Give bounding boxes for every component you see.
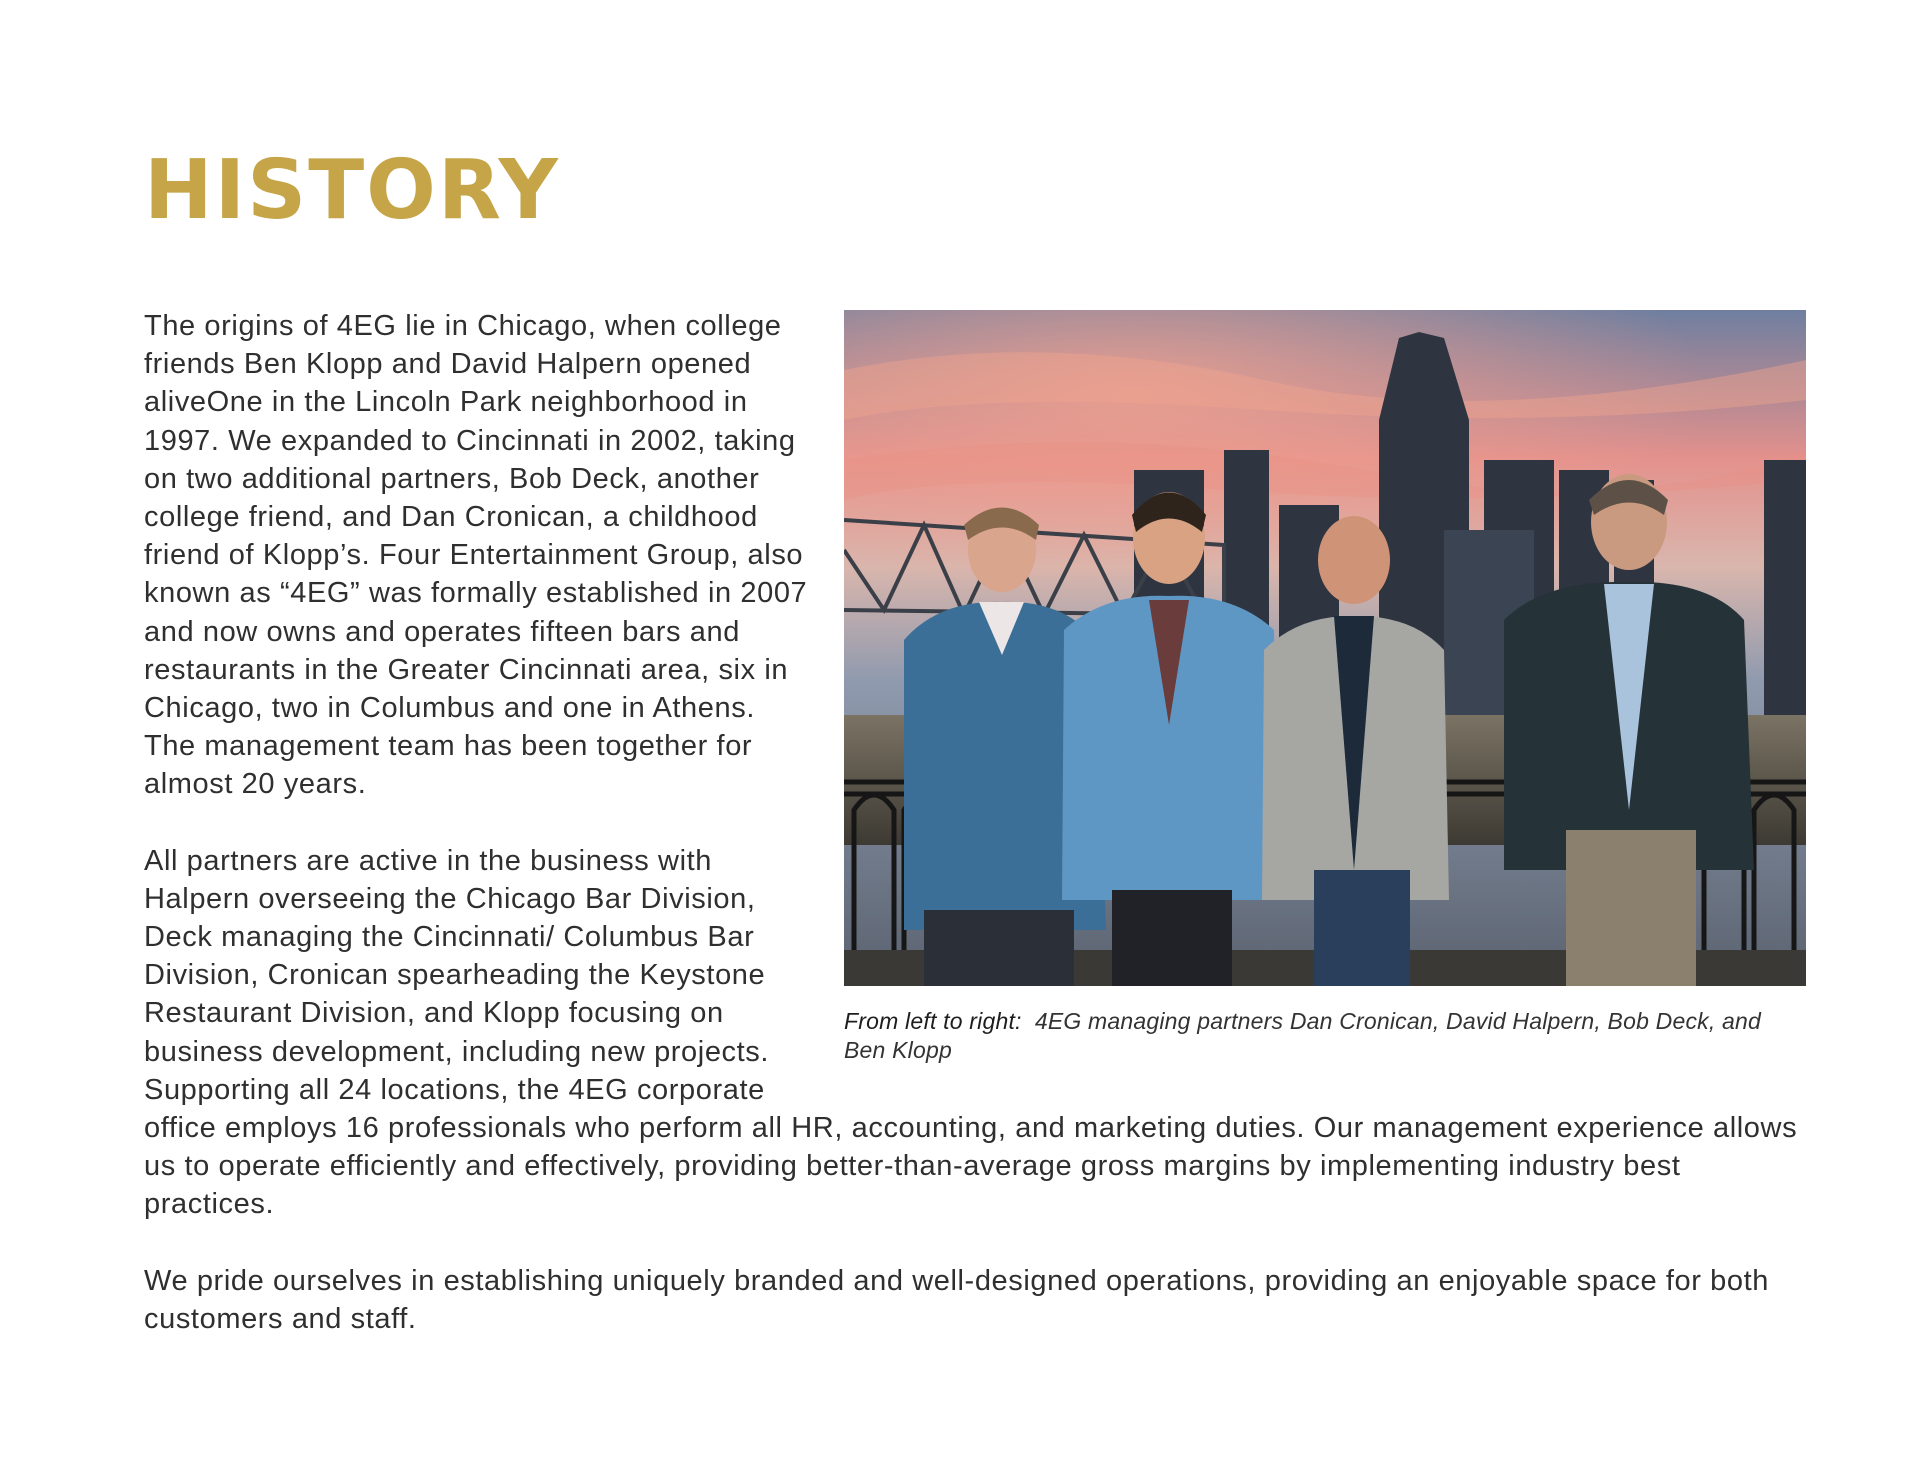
page-title: HISTORY [144, 143, 560, 238]
paragraph-partners: All partners are active in the business with Halpern overseeing the Chicago Bar Division, Deck managing the Cincinnati/ Columbus Bar Division, Cronican spearheading the Keystone Restaurant Division, and Klopp focusing on business development, including new projects. Supporting all 24 locations, the 4EG corporate office employs 16 professionals who perform all HR, accounting, and marketing duties. Our management experience allows us to operate efficiently and effectively, providing better-than-average gross margins by implementing industry best practices. [144, 844, 1798, 1221]
paragraph-origins: The origins of 4EG lie in Chicago, when college friends Ben Klopp and David Halpern opened aliveOne in the Lincoln Park neighborhood in 1997. We expanded to Cincinnati in 2002, taking on two additional partners, Bob Deck, another college friend, and Dan Cronican, a childhood friend of Klopp’s. Four Entertainment Group, also known as “4EG” was formally established in 2007 and now owns and operates fifteen bars and restaurants in the Greater Cincinnati area, six in Chicago, two in Columbus and one in Athens. The management team has been together for almost 20 years. [144, 310, 808, 801]
caption-lead: From left to right: [844, 1008, 1022, 1034]
paragraph-pride: We pride ourselves in establishing uniquely branded and well-designed operations, providing an enjoyable space for both customers and staff. [144, 1264, 1769, 1335]
caption-text: 4EG managing partners Dan Cronican, David Halpern, Bob Deck, and Ben Klopp [844, 1008, 1762, 1063]
photo-figure [844, 310, 1814, 1080]
history-text [144, 307, 1814, 1338]
paragraph-spacer [144, 1224, 1814, 1262]
partners-photo [844, 310, 1806, 986]
photo-caption [844, 1007, 1764, 1065]
